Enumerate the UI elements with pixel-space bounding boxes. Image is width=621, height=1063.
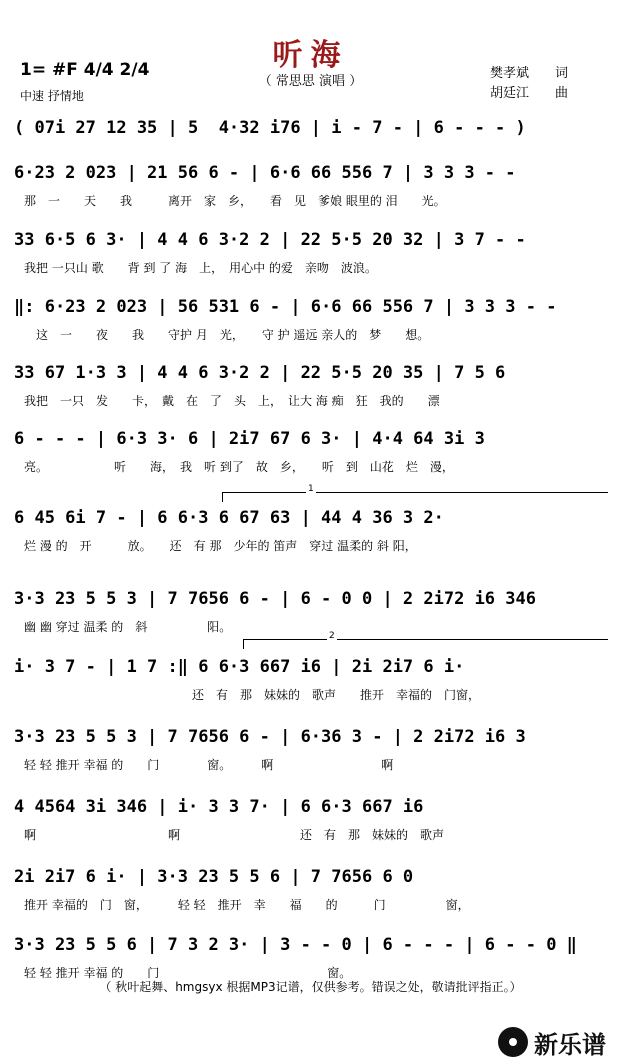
volta-2-number: 2 (329, 631, 335, 641)
lyrics-line: 我把 一只 发 卡， 戴 在 了 头 上， 让大 海 痴 狂 我的 漂 (24, 394, 440, 408)
volta-1-number: 1 (308, 484, 314, 494)
notation-notes (14, 792, 608, 822)
song-title: 听海 (272, 38, 349, 73)
site-logo (498, 1025, 618, 1061)
notation-row (14, 424, 608, 454)
notation-row (14, 358, 608, 388)
notation-row (14, 930, 608, 960)
notation-notes (14, 584, 608, 614)
notation-row (14, 652, 608, 682)
volta-2 (243, 631, 608, 647)
lyrics-line: 轻 轻 推开 幸福 的 门 窗。 (24, 966, 352, 980)
lyrics-line: 亮。 听 海， 我 听 到了 故 乡， 听 到 山花 烂 漫， (24, 460, 454, 474)
volta-1 (222, 484, 608, 500)
key-signature: 1= #F 4/4 2/4 (20, 60, 150, 80)
notation-row (14, 225, 608, 255)
jianpu-notes: ‖: 6·23 2 023 | 56 531 6 - | 6·6 66 556 7 | 3 3 3 - - (14, 297, 557, 317)
footer-note: （ 秋叶起舞、hmgsyx 根据MP3记谱，仅供参考。错误之处，敬请批评指正。） (99, 980, 522, 994)
notation-notes (14, 424, 608, 454)
notation-notes (14, 722, 608, 752)
lyrics-line: 烂 漫 的 开 放。 还 有 那 少年的 笛声 穿过 温柔的 斜 阳， (24, 539, 417, 553)
notation-row (14, 503, 608, 533)
jianpu-notes: ( 07i 27 12 35 | 5 4·32 i76 | i - 7 - | 6 - - - ) (14, 118, 526, 138)
jianpu-notes: i· 3 7 - | 1 7 :‖ 6 6·3 667 i6 | 2i 2i7 6 i· (14, 657, 465, 677)
notation-notes (14, 292, 608, 322)
logo-text: 新乐谱 (534, 1031, 606, 1059)
lyrics-line: 幽 幽 穿过 温柔 的 斜 阳。 (24, 620, 232, 634)
jianpu-notes: 6 - - - | 6·3 3· 6 | 2i7 67 6 3· | 4·4 64 3i 3 (14, 429, 485, 449)
jianpu-notes: 33 67 1·3 3 | 4 4 6 3·2 2 | 22 5·5 20 35 | 7 5 6 (14, 363, 506, 383)
lyrics-line: 推开 幸福的 门 窗， 轻 轻 推开 幸 福 的 门 窗， (24, 898, 470, 912)
notation-row (14, 292, 608, 322)
lyrics-line: 这 一 夜 我 守护 月 光， 守 护 遥远 亲人的 梦 想。 (24, 328, 430, 342)
lyricist-credit: 樊孝斌 词 (490, 66, 569, 81)
vinyl-disc-icon (498, 1027, 528, 1057)
jianpu-notes: 4 4564 3i 346 | i· 3 3 7· | 6 6·3 667 i6 (14, 797, 424, 817)
notation-row (14, 722, 608, 752)
lyrics-line: 还 有 那 妹妹的 歌声 推开 幸福的 门窗， (24, 688, 481, 702)
notation-notes (14, 652, 608, 682)
composer-credit: 胡廷江 曲 (490, 86, 569, 101)
jianpu-notes: 33 6·5 6 3· | 4 4 6 3·2 2 | 22 5·5 20 32 | 3 7 - - (14, 230, 526, 250)
notation-notes (14, 225, 608, 255)
notation-notes (14, 862, 608, 892)
notation-row (14, 792, 608, 822)
lyrics-line: 啊 啊 还 有 那 妹妹的 歌声 (24, 828, 445, 842)
jianpu-notes: 2i 2i7 6 i· | 3·3 23 5 5 6 | 7 7656 6 0 (14, 867, 414, 887)
notation-notes (14, 158, 608, 188)
notation-row (14, 584, 608, 614)
notation-notes (14, 503, 608, 533)
jianpu-notes: 3·3 23 5 5 3 | 7 7656 6 - | 6 - 0 0 | 2 2i72 i6 346 (14, 589, 536, 609)
notation-row (14, 158, 608, 188)
notation-notes (14, 358, 608, 388)
lyrics-line: 轻 轻 推开 幸福 的 门 窗。 啊 啊 (24, 758, 394, 772)
notation-notes (14, 113, 608, 143)
jianpu-notes: 6 45 6i 7 - | 6 6·3 6 67 63 | 44 4 36 3 2· (14, 508, 444, 528)
jianpu-notes: 3·3 23 5 5 3 | 7 7656 6 - | 6·36 3 - | 2 2i72 i6 3 (14, 727, 526, 747)
notation-notes (14, 930, 608, 960)
notation-row (14, 862, 608, 892)
lyrics-line: 我把 一只山 歌 背 到 了 海 上， 用心中 的爱 亲吻 波浪。 (24, 261, 377, 275)
tempo-marking: 中速 抒情地 (20, 89, 84, 103)
jianpu-notes: 3·3 23 5 5 6 | 7 3 2 3· | 3 - - 0 | 6 - - - | 6 - - 0 ‖ (14, 935, 577, 955)
lyrics-line: 那 一 天 我 离开 家 乡， 看 见 爹娘 眼里的 泪 光。 (24, 194, 446, 208)
singer-credit: （ 常思思 演唱 ） (258, 74, 363, 89)
jianpu-notes: 6·23 2 023 | 21 56 6 - | 6·6 66 556 7 | 3 3 3 - - (14, 163, 516, 183)
notation-row (14, 113, 608, 143)
